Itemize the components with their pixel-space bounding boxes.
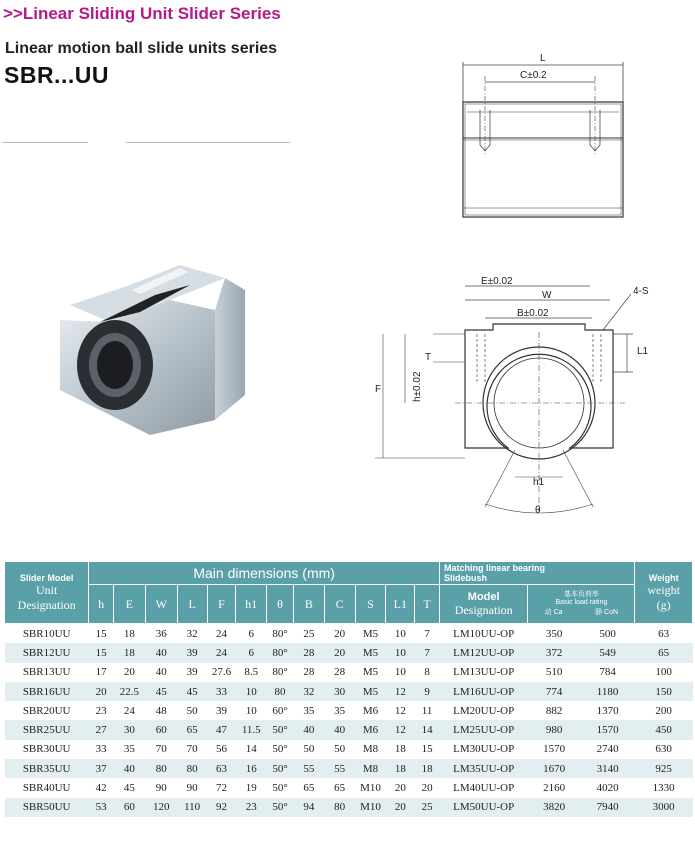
row-model-designation: LM20UU-OP [453,704,515,717]
table-cell: 90 [186,782,198,795]
row-model-designation: LM13UU-OP [453,666,515,679]
table-cell: 50° [267,759,294,778]
table-cell: 40 [113,759,145,778]
divider [2,142,88,143]
table-row [5,759,693,778]
table-cell: M10 [360,782,381,795]
table-cell: 630 [655,743,672,756]
table-cell: 70 [186,743,198,756]
table-cell: 20 [421,782,433,795]
col-l: L [177,585,207,624]
table-cell: M5 [355,682,386,701]
table-cell: 40 [155,666,167,679]
table-cell: 33 [207,682,236,701]
table-cell: 80 [267,682,294,701]
table-cell: 14 [245,743,257,756]
dim-h1: h1 [533,477,545,488]
table-cell: 24 [215,627,227,640]
table-cell: 50° [267,798,294,817]
table-cell: 10 [386,643,415,662]
table-cell: 80° [272,666,288,679]
col-theta: θ [267,585,294,624]
row-unit-designation: SBR50UU [5,798,89,817]
table-cell: 35 [334,704,346,717]
table-cell: 3820 [528,798,580,817]
table-cell: 23 [236,798,267,817]
table-cell: 50 [334,743,346,756]
row-model-designation: LM10UU-OP [453,627,515,640]
table-cell: 80 [145,759,177,778]
table-cell: 15 [421,743,433,756]
table-cell: 17 [95,666,107,679]
table-cell: 39 [186,666,198,679]
table-cell: 48 [155,704,167,717]
model-title: SBR...UU [4,62,109,88]
col-w: W [145,585,177,624]
table-cell: 774 [528,682,580,701]
dim-w: W [542,290,552,301]
table-cell: 18 [394,743,406,756]
table-cell: 50° [267,720,294,739]
table-cell: 23 [95,704,107,717]
table-cell: 500 [599,627,616,640]
table-cell: 1570 [580,720,634,739]
table-cell: 32 [293,682,324,701]
table-cell: 45 [145,682,177,701]
table-cell: 55 [293,759,324,778]
table-cell: 60 [113,798,145,817]
dim-theta: θ [535,505,541,516]
table-cell: M5 [362,666,379,679]
table-cell: 30 [113,720,145,739]
divider [126,142,290,143]
header-unit-designation: Slider Model Unit Designation [5,562,89,624]
table-cell: 18 [415,759,440,778]
table-cell: 37 [89,759,114,778]
table-cell: 16 [236,759,267,778]
table-cell: 2160 [543,782,566,795]
table-cell: 39 [177,643,207,662]
table-cell: 30 [324,682,355,701]
table-cell: 11.5 [236,720,267,739]
table-cell: 35 [303,704,315,717]
table-cell: 980 [528,720,580,739]
table-cell: 100 [655,666,672,679]
table-cell: 372 [528,643,580,662]
table-cell: 6 [236,643,267,662]
table-cell: 32 [186,627,198,640]
table-cell: 92 [207,798,236,817]
front-view-drawing [365,272,675,527]
header-model-designation: Model Designation [439,585,527,624]
header-basic-load: 基本负荷率 Basic load rating 动 Ca 静 CoN [528,585,635,624]
table-cell: 15 [95,627,107,640]
product-image [50,250,270,450]
table-cell: 10 [394,627,406,640]
col-e: E [113,585,145,624]
table-cell: 12 [394,704,406,717]
table-cell: 55 [324,759,355,778]
row-unit-designation: SBR30UU [22,743,71,756]
table-cell: 1370 [596,704,619,717]
dim-s: 4-S [633,286,649,297]
table-cell: 925 [635,759,693,778]
table-cell: 3000 [635,798,693,817]
table-cell: 20 [394,782,406,795]
table-cell: 25 [415,798,440,817]
table-row [5,778,693,797]
table-cell: 50 [303,743,315,756]
table-cell: 28 [293,643,324,662]
table-cell: M8 [362,743,379,756]
table-cell: 53 [89,798,114,817]
table-cell: 882 [545,704,563,717]
table-cell: 20 [386,798,415,817]
table-cell: 110 [177,798,207,817]
table-cell: 65 [177,720,207,739]
table-cell: 80 [324,798,355,817]
table-cell: 28 [303,666,315,679]
table-cell: 70 [155,743,167,756]
table-cell: 20 [89,682,114,701]
table-cell: 63 [658,627,670,640]
spec-table [4,561,693,817]
table-cell: 50° [272,743,288,756]
table-cell: 9 [415,682,440,701]
dim-l1: L1 [637,346,649,357]
table-cell: 10 [394,666,406,679]
subtitle: Linear motion ball slide units series [5,40,278,57]
side-view-drawing [455,50,635,230]
table-cell: 150 [635,682,693,701]
table-row [5,624,693,644]
dim-l: L [540,53,546,64]
table-cell: 12 [386,720,415,739]
table-cell: 50 [186,704,198,717]
row-unit-designation: SBR16UU [5,682,89,701]
table-cell: 120 [145,798,177,817]
dim-f: F [375,384,382,395]
table-cell: 40 [324,720,355,739]
table-cell: 63 [207,759,236,778]
table-cell: 200 [655,704,672,717]
table-row [5,663,693,682]
table-row [5,643,693,662]
table-cell: 24 [123,704,135,717]
row-model-designation: LM35UU-OP [439,759,527,778]
table-cell: M5 [355,643,386,662]
table-cell: 94 [293,798,324,817]
col-s: S [355,585,386,624]
table-cell: 20 [324,643,355,662]
table-cell: M5 [362,627,379,640]
table-cell: M10 [355,798,386,817]
table-cell: 6 [248,627,254,640]
table-cell: 60° [272,704,288,717]
table-cell: 3140 [580,759,634,778]
table-cell: 350 [545,627,563,640]
row-unit-designation: SBR40UU [22,782,71,795]
table-cell: 10 [236,682,267,701]
table-cell: 18 [386,759,415,778]
table-cell: 27 [89,720,114,739]
table-cell: 33 [95,743,107,756]
table-row [5,682,693,701]
header-matching-bearing: Matching linear bearing Slidebush [439,562,634,585]
col-b: B [293,585,324,624]
row-model-designation: LM50UU-OP [439,798,527,817]
row-model-designation: LM12UU-OP [439,643,527,662]
table-cell: 24 [207,643,236,662]
table-cell: 10 [245,704,257,717]
table-cell: 60 [145,720,177,739]
table-cell: 39 [215,704,227,717]
table-cell: 450 [635,720,693,739]
dim-b: B±0.02 [517,308,549,319]
table-cell: 28 [334,666,346,679]
table-cell: 42 [95,782,107,795]
table-cell: 45 [123,782,135,795]
table-cell: 80 [177,759,207,778]
table-cell: 36 [155,627,167,640]
table-cell: 7 [424,627,430,640]
table-cell: 40 [145,643,177,662]
table-cell: 7940 [580,798,634,817]
row-unit-designation: SBR20UU [22,704,71,717]
row-model-designation: LM30UU-OP [453,743,515,756]
table-cell: 8 [424,666,430,679]
table-cell: 18 [113,643,145,662]
row-model-designation: LM40UU-OP [453,782,515,795]
row-unit-designation: SBR35UU [5,759,89,778]
row-model-designation: LM16UU-OP [439,682,527,701]
table-cell: 12 [386,682,415,701]
table-row [5,740,693,759]
col-l1: L1 [386,585,415,624]
table-cell: M6 [355,720,386,739]
table-row [5,798,693,817]
table-row [5,701,693,720]
table-cell: 4020 [596,782,619,795]
table-cell: 47 [207,720,236,739]
series-title: >>Linear Sliding Unit Slider Series [3,4,281,23]
dim-t: T [425,352,432,363]
table-cell: 1330 [652,782,675,795]
table-cell: 1670 [528,759,580,778]
row-unit-designation: SBR25UU [5,720,89,739]
table-cell: 45 [177,682,207,701]
table-cell: M6 [362,704,379,717]
header-weight: Weight weight (g) [635,562,693,624]
table-cell: 65 [635,643,693,662]
table-cell: 22.5 [113,682,145,701]
table-cell: 35 [123,743,135,756]
table-cell: 14 [415,720,440,739]
dim-e: E±0.02 [481,276,513,287]
table-cell: 1570 [543,743,566,756]
row-unit-designation: SBR10UU [22,627,71,640]
table-cell: 11 [421,704,433,717]
table-cell: 18 [123,627,135,640]
table-cell: 27.6 [211,666,232,679]
table-cell: 1180 [580,682,634,701]
col-h1: h1 [236,585,267,624]
dim-c: C±0.2 [520,70,547,81]
header-main-dimensions: Main dimensions (mm) [89,562,440,585]
col-f: F [207,585,236,624]
table-cell: 8.5 [244,666,259,679]
row-unit-designation: SBR13UU [22,666,71,679]
table-cell: 80° [267,643,294,662]
row-unit-designation: SBR12UU [5,643,89,662]
col-t: T [415,585,440,624]
table-cell: 19 [245,782,257,795]
table-cell: M8 [355,759,386,778]
table-row [5,720,693,739]
col-c: C [324,585,355,624]
table-cell: 72 [215,782,227,795]
table-cell: 784 [599,666,616,679]
table-cell: 549 [580,643,634,662]
row-model-designation: LM25UU-OP [439,720,527,739]
table-cell: 50° [272,782,288,795]
table-cell: 65 [303,782,315,795]
table-cell: 20 [334,627,346,640]
table-cell: 90 [155,782,167,795]
table-cell: 2740 [596,743,619,756]
dim-h: h±0.02 [412,371,423,402]
table-cell: 65 [334,782,346,795]
table-cell: 80° [272,627,288,640]
table-cell: 15 [89,643,114,662]
col-h: h [89,585,114,624]
table-cell: 20 [123,666,135,679]
table-cell: 7 [415,643,440,662]
table-cell: 56 [215,743,227,756]
table-cell: 25 [303,627,315,640]
table-cell: 40 [293,720,324,739]
table-cell: 510 [545,666,563,679]
